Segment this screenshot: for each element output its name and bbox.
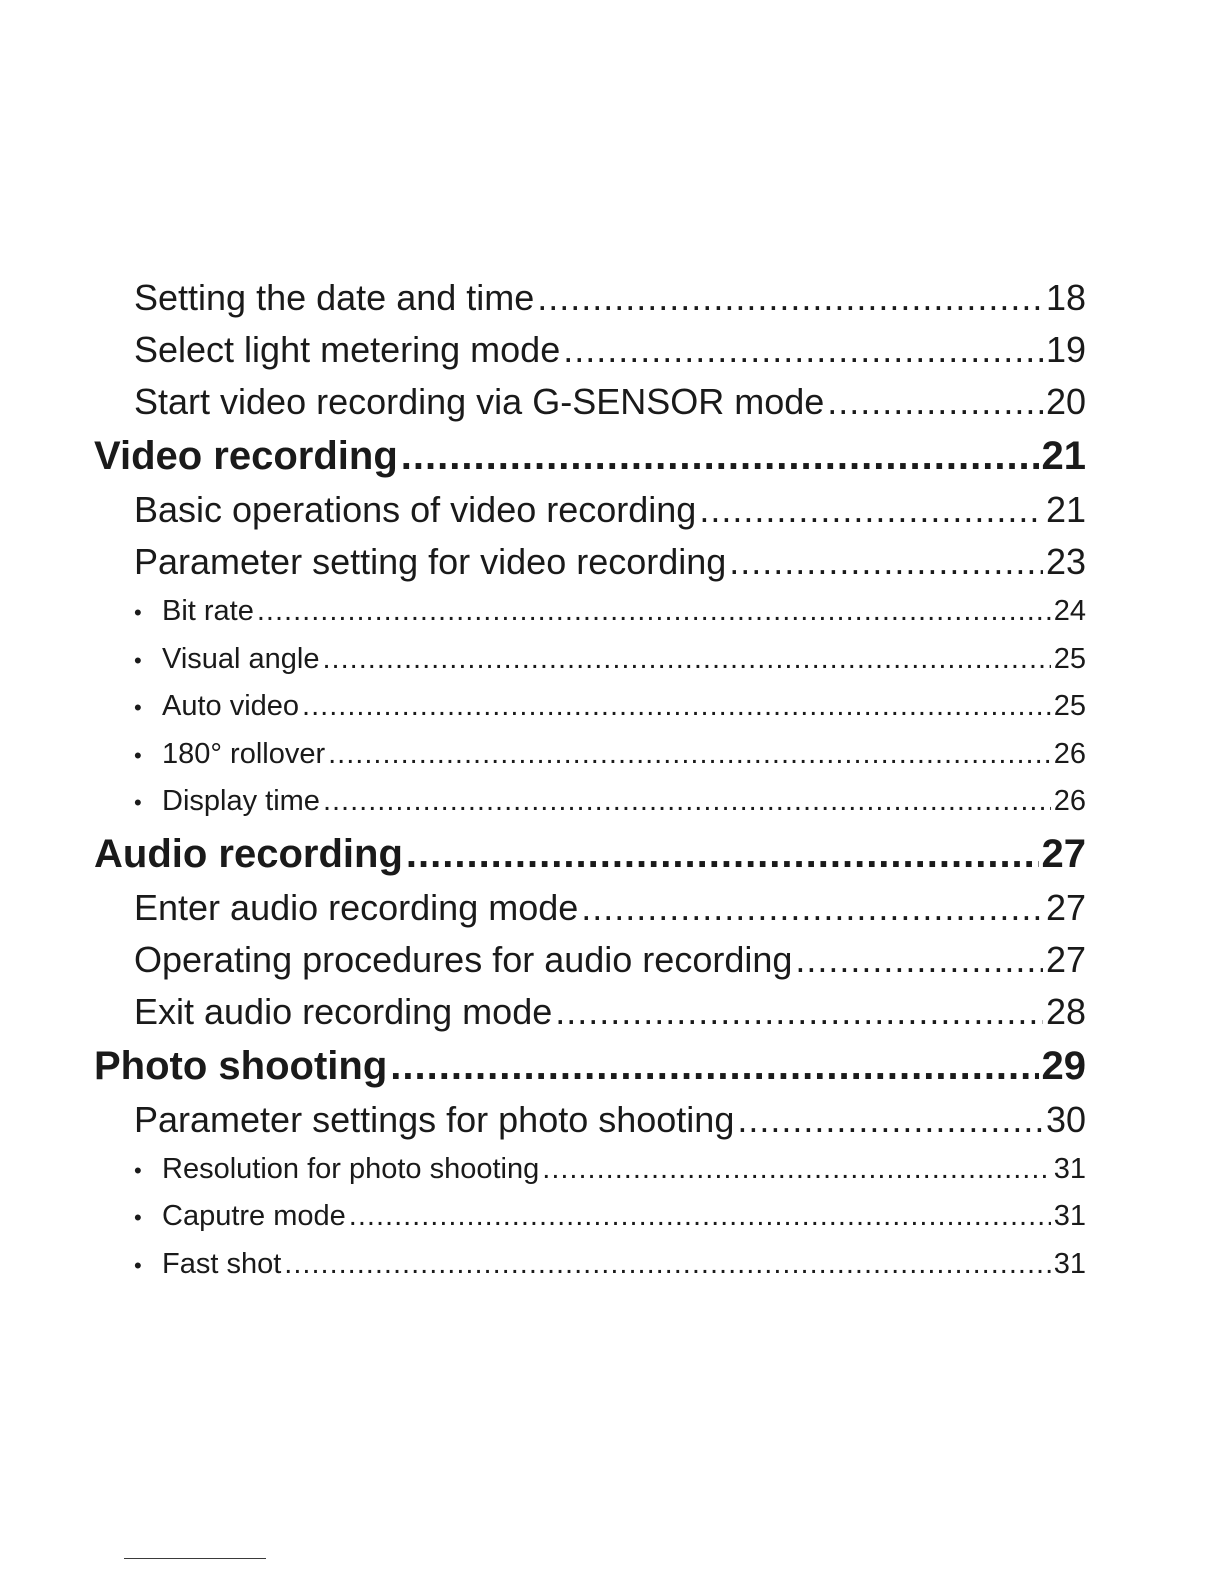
toc-entry-title: Start video recording via G-SENSOR mode [134,381,825,422]
dot-leader [537,272,1043,324]
toc-section-video-recording[interactable] [94,428,1086,484]
dot-leader [302,683,1051,731]
toc-subentry-title: Display time [162,785,320,817]
toc-subentry-page: 31 [1053,1247,1086,1280]
dot-leader [542,1146,1050,1194]
toc-entry-title: Parameter setting for video recording [134,541,727,582]
toc-entry-page: 30 [1045,1098,1086,1140]
toc-subentry-page: 25 [1053,690,1086,722]
dot-leader [284,1241,1050,1289]
bullet-icon: • [134,695,142,720]
toc-section-photo-shooting[interactable] [94,1038,1086,1094]
toc-entry-page: 19 [1045,329,1086,370]
dot-leader [257,588,1051,636]
footer-rule [124,1558,266,1559]
toc-section-audio-recording[interactable] [94,826,1086,882]
dot-leader [401,428,1039,484]
toc-subentry-title: Auto video [162,690,300,722]
dot-leader [328,731,1051,779]
toc-entry[interactable] [94,1094,1086,1146]
toc-subentry-page: 31 [1053,1152,1086,1185]
dot-leader [406,826,1039,882]
toc-subentry-page: 31 [1053,1200,1086,1232]
dot-leader [581,882,1043,934]
dot-leader [555,986,1043,1038]
bullet-icon: • [134,742,142,768]
toc-entry-title: Enter audio recording mode [134,886,579,928]
dot-leader [795,934,1043,986]
toc-entry-page: 20 [1045,381,1086,422]
toc-entry-title: Operating procedures for audio recording [134,938,793,980]
toc-subentry-title: Bit rate [162,595,254,627]
bullet-icon: • [134,600,142,625]
toc-subentry[interactable] [94,1193,1086,1241]
dot-leader [349,1193,1051,1241]
toc-section-page: 29 [1041,1043,1086,1088]
toc-entry-page: 28 [1045,990,1086,1032]
bullet-icon: • [134,1157,142,1183]
toc-subentry[interactable] [94,588,1086,636]
toc-subentry-page: 25 [1053,642,1086,675]
toc-entry-title: Setting the date and time [134,277,535,318]
toc-entry-page: 27 [1045,938,1086,980]
toc-entry-page: 18 [1045,277,1086,318]
toc-subentry-title: 180° rollover [162,737,326,770]
toc-subentry[interactable] [94,731,1086,779]
bullet-icon: • [134,647,142,673]
toc-entry-title: Exit audio recording mode [134,990,553,1032]
toc-subentry[interactable] [94,1241,1086,1289]
dot-leader [390,1038,1038,1094]
toc-subentry[interactable] [94,778,1086,826]
toc-section-page: 27 [1041,831,1086,876]
toc-subentry-title: Fast shot [162,1247,282,1280]
toc-section-title: Audio recording [94,831,403,876]
toc-section-page: 21 [1041,434,1086,478]
dot-leader [737,1094,1043,1146]
dot-leader [563,324,1043,376]
toc-entry[interactable] [94,376,1086,428]
toc-subentry-title: Resolution for photo shooting [162,1152,540,1185]
toc-entry[interactable] [94,536,1086,588]
toc-subentry[interactable] [94,1146,1086,1194]
toc-section-title: Video recording [94,434,398,478]
toc-subentry-page: 26 [1053,785,1086,817]
toc-entry-page: 21 [1045,489,1086,530]
toc-subentry-title: Visual angle [162,642,320,675]
toc-entry[interactable] [94,484,1086,536]
toc-entry[interactable] [94,324,1086,376]
dot-leader [827,376,1043,428]
toc-entry-page: 27 [1045,886,1086,928]
toc-subentry-title: Caputre mode [162,1200,346,1232]
dot-leader [699,484,1043,536]
toc-entry-title: Basic operations of video recording [134,489,697,530]
toc-subentry[interactable] [94,683,1086,731]
dot-leader [729,536,1043,588]
toc-entry[interactable] [94,272,1086,324]
bullet-icon: • [134,790,142,815]
toc-entry[interactable] [94,986,1086,1038]
toc-entry[interactable] [94,882,1086,934]
toc-entry-title: Parameter settings for photo shooting [134,1098,735,1140]
toc-section-title: Photo shooting [94,1043,388,1088]
toc-entry-page: 23 [1045,541,1086,582]
toc-entry[interactable] [94,934,1086,986]
bullet-icon: • [134,1252,142,1278]
toc-subentry-page: 24 [1053,595,1086,627]
toc-subentry-page: 26 [1053,737,1086,770]
dot-leader [322,636,1050,684]
toc-subentry[interactable] [94,636,1086,684]
table-of-contents [94,272,1086,1288]
toc-entry-title: Select light metering mode [134,329,561,370]
dot-leader [323,778,1051,826]
bullet-icon: • [134,1205,142,1230]
